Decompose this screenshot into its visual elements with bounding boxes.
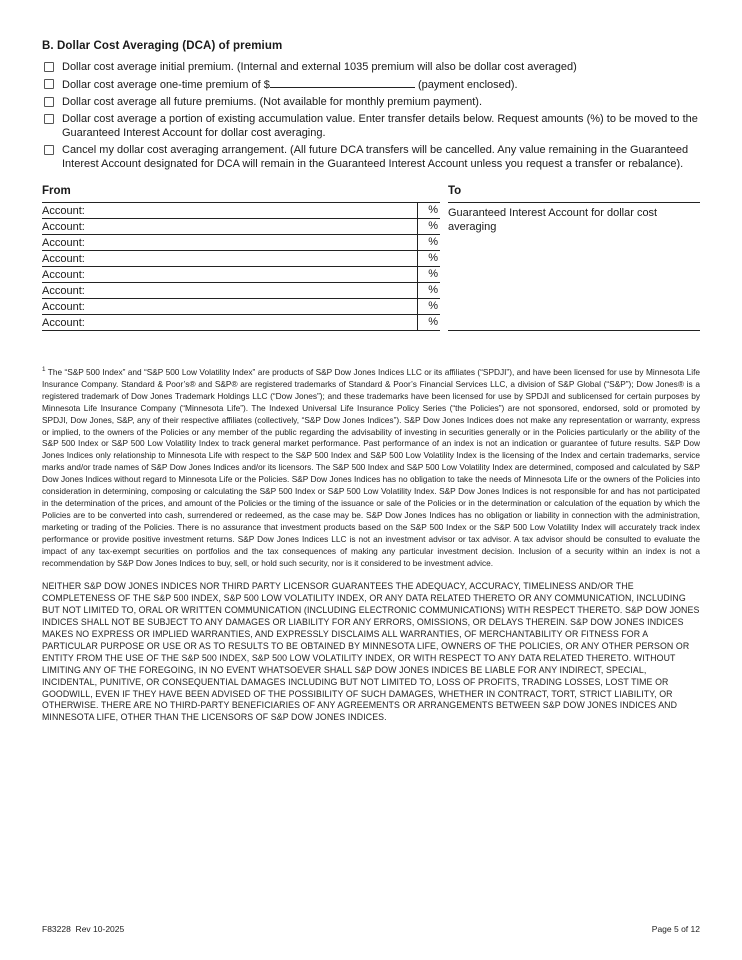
premium-amount-field[interactable] [270,77,415,88]
account-label: Account: [42,301,85,313]
account-input[interactable] [85,203,417,218]
checkbox-cancel-dca[interactable] [44,145,54,155]
account-label: Account: [42,253,85,265]
from-column [42,185,440,331]
percent-sign: % [428,300,438,312]
table-row [42,267,440,283]
table-row [42,203,440,219]
option-one-time-premium [42,77,700,92]
form-number: F83228 Rev 10-2025 [42,924,125,934]
percent-sign: % [428,220,438,232]
account-label: Account: [42,269,85,281]
percent-sign: % [428,252,438,264]
table-row [42,299,440,315]
sp-index-footnote [42,367,700,569]
option-label: Dollar cost average a portion of existing accumulation value. Enter transfer details below. Request amounts (%) to be moved to the Guaranteed Interest Account for dollar cost averaging. [62,113,698,139]
checkbox-one-time-premium[interactable] [44,79,54,89]
page-number: Page 5 of 12 [651,924,700,934]
option-initial-premium [42,60,700,74]
to-column [448,185,700,331]
percent-sign: % [428,284,438,296]
account-label: Account: [42,237,85,249]
account-label: Account: [42,285,85,297]
table-row [42,219,440,235]
sp-disclaimer: NEITHER S&P DOW JONES INDICES NOR THIRD PARTY LICENSOR GUARANTEES THE ADEQUACY, ACCURACY, TIMELINESS AND/OR THE COMPLETENESS OF THE S&P 500 INDEX, S&P 500 LOW VOLATILITY INDEX, OR ANY DATA RELATED THERETO OR ANY COMMUNICATION, INCLUDING BUT NOT LIMITED TO, ORAL OR WRITTEN COMMUNICATION (INCLUDING ELECTRONIC COMMUNICATIONS) WITH RESPECT THERETO. S&P DOW JONES INDICES SHALL NOT BE SUBJECT TO ANY DAMAGES OR LIABILITY FOR ANY ERRORS, OMISSIONS, OR DELAYS THEREIN. S&P DOW JONES INDICES MAKES NO EXPRESS OR IMPLIED WARRANTIES, AND EXPRESSLY DISCLAIMS ALL WARRANTIES, OF MERCHANTABILITY OR FITNESS FOR A PARTICULAR PURPOSE OR USE OR AS TO RESULTS TO BE OBTAINED BY MINNESOTA LIFE, OWNERS OF THE POLICIES, OR ANY OTHER PERSON OR ENTITY FROM THE USE OF THE S&P 500 INDEX, S&P 500 LOW VOLATILITY INDEX, OR WITH RESPECT TO ANY DATA RELATED THERETO. WITHOUT LIMITING ANY OF THE FOREGOING, IN NO EVENT WHATSOEVER SHALL S&P DOW JONES INDICES BE LIABLE FOR ANY INDIRECT, SPECIAL, INCIDENTAL, PUNITIVE, OR CONSEQUENTIAL DAMAGES INCLUDING BUT NOT LIMITED TO, LOSS OF PROFITS, TRADING LOSSES, LOST TIME OR GOODWILL, EVEN IF THEY HAVE BEEN ADVISED OF THE POSSIBILITY OF SUCH DAMAGES, WHETHER IN CONTRACT, TORT, STRICT LIABILITY, OR OTHERWISE. THERE ARE NO THIRD-PARTY BENEFICIARIES OF ANY AGREEMENTS OR ARRANGEMENTS BETWEEN S&P DOW JONES INDICES AND MINNESOTA LIFE, OTHER THAN THE LICENSORS OF S&P DOW JONES INDICES. [42,581,700,723]
percent-sign: % [428,204,438,216]
option-portion-accumulation [42,112,700,140]
option-label [62,77,700,92]
table-row [42,251,440,267]
percent-sign: % [428,236,438,248]
account-label: Account: [42,205,85,217]
checkbox-all-future-premiums[interactable] [44,97,54,107]
section-heading: B. Dollar Cost Averaging (DCA) of premium [42,40,283,52]
checkbox-portion-accumulation[interactable] [44,114,54,124]
to-header: To [448,185,700,203]
dca-options-list [42,60,700,171]
account-label: Account: [42,317,85,329]
account-input[interactable] [85,235,417,250]
account-input[interactable] [85,219,417,234]
option-cancel-dca [42,143,700,171]
percent-sign: % [428,316,438,328]
account-label: Account: [42,221,85,233]
footnote-text: The “S&P 500 Index” and “S&P 500 Low Volatility Index” are products of S&P Dow Jones Indices LLC or its affiliates (“SPDJI”), and have been licensed for use by Minnesota Life Insurance Company. Standard & Poor’s® and S&P® are registered trademarks of Standard & Poor’s Financial Services LLC, a division of S&P Global (“S&P”); Dow Jones® is a registered trademark of Dow Jones Trademark Holdings LLC (“Dow Jones”); and these trademarks have been licensed for use by SPDJI and sublicensed for certain purposes by Minnesota Life Insurance Company (“Minnesota Life”). The Indexed Universal Life Insurance Policy Series (“the Policies”) are not sponsored, endorsed, sold or promoted by SPDJI, Dow Jones, S&P, any of their respective affiliates (collectively, “S&P Dow Jones Indices”). S&P Dow Jones Indices does not make any representation or warranty, express or implied, to the owners of the Policies or any member of the public regarding the advisability of investing in securities generally or in the Policies particularly or the ability of the S&P 500 Index or S&P 500 Low Volatility Index to track general market performance. Past performance of an index is not an indication or guarantee of future results. S&P Dow Jones Indices only relationship to Minnesota Life with respect to the S&P 500 Index and S&P 500 Low Volatility Index is the licensing of the Index and certain trademarks, service marks and/or trade names of S&P Dow Jones Indices and/or its licensors. The S&P 500 Index and S&P 500 Low Volatility Index are determined, composed and calculated by S&P Dow Jones Indices without regard to Minnesota Life or the Policies. S&P Dow Jones Indices has no obligation to take the needs of Minnesota Life or the owners of the Policies into consideration in determining, composing or calculating the S&P 500 Index or S&P 500 Low Volatility Index. S&P Dow Jones Indices is not responsible for and has not participated in the determination of the prices, and amount of the Policies or the timing of the issuance or sale of the Policies or in the determination or calculation of the equation by which the Policies are to be converted into cash, surrendered or redeemed, as the case may be. S&P Dow Jones Indices has no obligation or liability in connection with the administration, marketing or trading of the Policies. There is no assurance that investment products based on the S&P 500 Index or the S&P 500 Low Volatility Index will accurately track index performance or provide positive investment returns. S&P Dow Jones Indices LLC is not an investment advisor or tax advisor. A tax advisor should be consulted to evaluate the impact of any tax-exempt securities on portfolios and the tax consequences of making any particular investment decision. Inclusion of a security within an index is not a recommendation by S&P Dow Jones Indices to buy, sell, or hold such security, nor is it considered to be investment advice. [42,367,700,568]
option-label-before: Dollar cost average one-time premium of $ [62,79,270,91]
account-input[interactable] [85,251,417,266]
option-all-future-premiums [42,95,700,109]
from-header: From [42,185,440,203]
option-label: Dollar cost average initial premium. (Internal and external 1035 premium will also be dollar cost averaged) [62,61,577,73]
footnote-marker: 1 [42,366,46,374]
account-input[interactable] [85,299,417,314]
table-row [42,283,440,299]
account-input[interactable] [85,283,417,298]
table-row [42,235,440,251]
transfer-table [42,185,700,331]
account-input[interactable] [85,315,417,330]
option-label: Cancel my dollar cost averaging arrangement. (All future DCA transfers will be cancelled. Any value remaining in the Guaranteed Interest Account designated for DCA will remain in the Guaranteed Interest Account unless you request a transfer or rebalance). [62,144,689,170]
option-label-after: (payment enclosed). [417,79,518,91]
percent-sign: % [428,268,438,280]
checkbox-initial-premium[interactable] [44,62,54,72]
page-footer [42,924,700,934]
table-row [42,315,440,331]
to-account-text: Guaranteed Interest Account for dollar cost averaging [448,203,700,331]
option-label: Dollar cost average all future premiums. (Not available for monthly premium payment). [62,96,482,108]
account-input[interactable] [85,267,417,282]
